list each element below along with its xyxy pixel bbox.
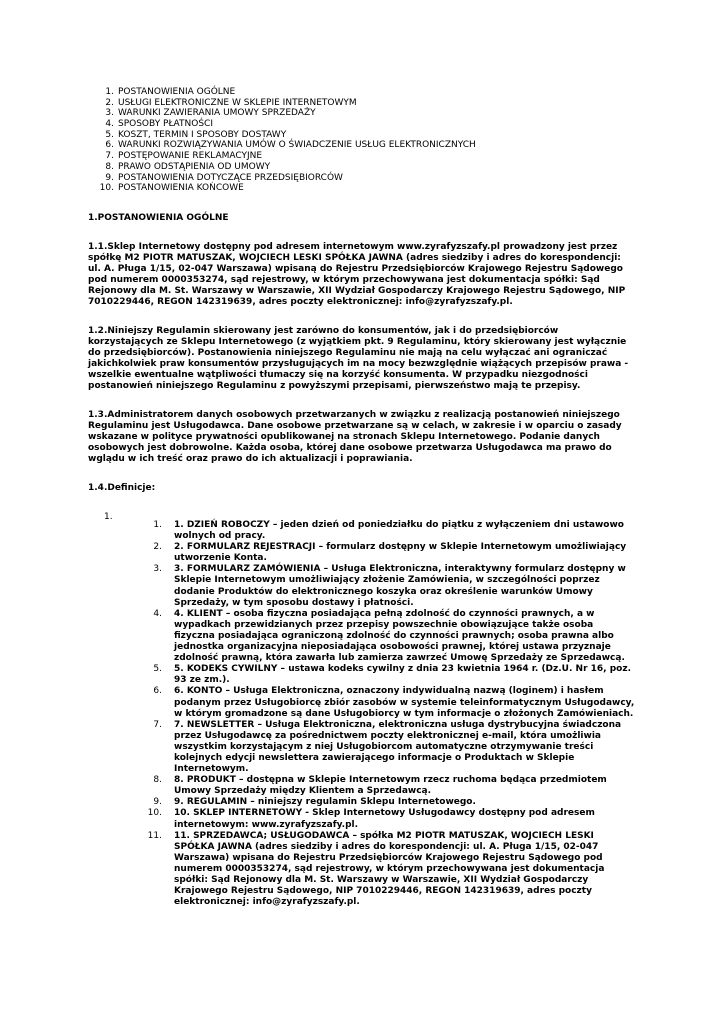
definition-item: 9. 9. REGULAMIN – niniejszy regulamin Sklepu Internetowego. xyxy=(153,797,476,808)
definition-text: 9. REGULAMIN – niniejszy regulamin Sklepu Internetowego. xyxy=(174,797,476,808)
definition-text: 4. KLIENT – osoba fizyczna posiadająca pełną zdolność do czynności prawnych, a w wypadkach przewidzianych przez przepisy powszechnie obowiązujące także osoba fizyczna posiadająca ograniczoną zdolność do czynności prawnych; osoba prawna albo jednostka organizacyjna nieposiadająca osobowości prawnej, której ustawa przyznaje zdolność prawną, która zawarła lub zamierza zawrzeć Umowę Sprzedaży ze Sprzedawcą. xyxy=(174,608,625,664)
definition-item: 1. 1. DZIEŃ ROBOCZY – jeden dzień od poniedziałku do piątku z wyłączeniem dni ustawowo wolnych od pracy. xyxy=(153,520,624,542)
toc-item-label: POSTANOWIENIA OGÓLNE xyxy=(118,87,236,97)
toc-item-label: USŁUGI ELEKTRONICZNE W SKLEPIE INTERNETOWYM xyxy=(118,97,357,108)
toc-item-label: POSTĘPOWANIE REKLAMACYJNE xyxy=(118,151,263,162)
definition-item: 5. 5. KODEKS CYWILNY – ustawa kodeks cywilny z dnia 23 kwietnia 1964 r. (Dz.U. Nr 16, poz. 93 ze zm.). xyxy=(153,664,632,686)
toc-item-label: WARUNKI ROZWIĄZYWANIA UMÓW O ŚWIADCZENIE USŁUG ELEKTRONICZNYCH xyxy=(118,140,476,151)
paragraph-1-2: 1.2.Niniejszy Regulamin skierowany jest zarówno do konsumentów, jak i do przedsiębiorców korzystających ze Sklepu Internetowego (z wyjątkiem pkt. 9 Regulaminu, który skierowany jest wyłącznie do przedsiębiorców). Postanowienia niniejszego Regulaminu nie mają na celu wyłączać ani ograniczać jakichkolwiek praw konsumentów przysługujących im na mocy bezwzględnie wiążących przepisów prawa - wszelkie ewentualne wątpliwości tłumaczy się na korzyść konsumenta. W przypadku niezgodności postanowień niniejszego Regulaminu z powyższymi przepisami, pierwszeństwo mają te przepisy. xyxy=(88,326,629,392)
definitions-list xyxy=(140,520,635,908)
definition-item: 8. 8. PRODUKT – dostępna w Sklepie Internetowym rzecz ruchoma będąca przedmiotem Umowy Sprzedaży między Klientem a Sprzedawcą. xyxy=(153,775,607,797)
toc-item: 7. POSTĘPOWANIE REKLAMACYJNE xyxy=(105,151,263,162)
definition-item: 7. 7. NEWSLETTER – Usługa Elektroniczna, elektroniczna usługa dystrybucyjna świadczona przez Usługodawcę za pośrednictwem poczty elektronicznej e-mail, która umożliwia wszystkim korzystającym z niej Usługobiorcom automatyczne otrzymywanie treści kolejnych edycji newslettera zawierającego informacje o Produktach w Sklepie Internetowym. xyxy=(153,719,622,775)
toc-item: 6. WARUNKI ROZWIĄZYWANIA UMÓW O ŚWIADCZENIE USŁUG ELEKTRONICZNYCH xyxy=(105,140,476,151)
definition-text: 5. KODEKS CYWILNY – ustawa kodeks cywilny z dnia 23 kwietnia 1964 r. (Dz.U. Nr 16, poz. 93 ze zm.). xyxy=(174,664,632,686)
definition-item: 2. 2. FORMULARZ REJESTRACJI – formularz dostępny w Sklepie Internetowym umożliwiający utworzenie Konta. xyxy=(153,542,627,564)
definition-text: 3. FORMULARZ ZAMÓWIENIA – Usługa Elektroniczna, interaktywny formularz dostępny w Sklepie Internetowym umożliwiający złożenie Zamówienia, w szczególności poprzez dodanie Produktów do elektronicznego koszyka oraz określenie warunków Umowy Sprzedaży, w tym sposobu dostawy i płatności. xyxy=(174,564,626,608)
toc-item-label: SPOSOBY PŁATNOŚCI xyxy=(118,119,213,130)
toc-item: 3. WARUNKI ZAWIERANIA UMOWY SPRZEDAŻY xyxy=(105,108,316,119)
outer-list-number: 1. xyxy=(104,512,113,522)
definition-text: 11. SPRZEDAWCA; USŁUGODAWCA – spółka M2 PIOTR MATUSZAK, WOJCIECH LESKI SPÓŁKA JAWNA (adres siedziby i adres do korespondencji: ul. A. Pługa 1/15, 02-047 Warszawa) wpisana do Rejestru Przedsiębiorców Krajowego Rejestru Sądowego pod numerem 0000353274, sąd rejestrowy, w którym przechowywana jest dokumentacja spółki: Sąd Rejonowy dla M. St. Warszawy w Warszawie, XII Wydział Gospodarczy Krajowego Rejestru Sądowego, NIP 7010229446, REGON 142319639, adres poczty elektronicznej: info@zyrafyzszafy.pl. xyxy=(174,830,605,908)
toc-item-label: KOSZT, TERMIN I SPOSOBY DOSTAWY xyxy=(118,129,287,140)
definitions-heading: 1.4.Definicje: xyxy=(88,483,156,493)
definition-text: 1. DZIEŃ ROBOCZY – jeden dzień od poniedziałku do piątku z wyłączeniem dni ustawowo wolnych od pracy. xyxy=(174,520,624,542)
toc-item: 4. SPOSOBY PŁATNOŚCI xyxy=(105,119,213,130)
toc-item: 2. USŁUGI ELEKTRONICZNE W SKLEPIE INTERNETOWYM xyxy=(105,97,357,108)
paragraph-1-3: 1.3.Administratorem danych osobowych przetwarzanych w związku z realizacją postanowień niniejszego Regulaminu jest Usługodawca. Dane osobowe przetwarzane są w celach, w zakresie i w oparciu o zasady wskazane w polityce prywatności opublikowanej na stronach Sklepu Internetowego. Podanie danych osobowych jest dobrowolne. Każda osoba, której dane osobowe przetwarza Usługodawca ma prawo do wglądu w ich treść oraz prawo do ich aktualizacji i poprawiania. xyxy=(88,410,622,465)
definition-text: 2. FORMULARZ REJESTRACJI – formularz dostępny w Sklepie Internetowym umożliwiający utworzenie Konta. xyxy=(174,542,627,564)
definition-text: 7. NEWSLETTER – Usługa Elektroniczna, elektroniczna usługa dystrybucyjna świadczona przez Usługodawcę za pośrednictwem poczty elektronicznej e-mail, która umożliwia wszystkim korzystającym z niej Usługobiorcom automatyczne otrzymywanie treści kolejnych edycji newslettera zawierającego informacje o Produktach w Sklepie Internetowym. xyxy=(174,719,622,775)
definition-item: 6. 6. KONTO – Usługa Elektroniczna, oznaczony indywidualną nazwą (loginem) i hasłem podanym przez Usługobiorcę zbiór zasobów w systemie teleinformatycznym Usługodawcy, w którym gromadzone są dane Usługobiorcy w tym informacje o złożonych Zamówieniach. xyxy=(153,686,635,719)
definition-item: 3. 3. FORMULARZ ZAMÓWIENIA – Usługa Elektroniczna, interaktywny formularz dostępny w Sklepie Internetowym umożliwiający złożenie Zamówienia, w szczególności poprzez dodanie Produktów do elektronicznego koszyka oraz określenie warunków Umowy Sprzedaży, w tym sposobu dostawy i płatności. xyxy=(153,564,626,608)
toc-item-label: WARUNKI ZAWIERANIA UMOWY SPRZEDAŻY xyxy=(118,108,316,119)
definition-text: 8. PRODUKT – dostępna w Sklepie Internetowym rzecz ruchoma będąca przedmiotem Umowy Sprzedaży między Klientem a Sprzedawcą. xyxy=(174,775,607,797)
table-of-contents xyxy=(90,87,590,194)
section-heading: 1.POSTANOWIENIA OGÓLNE xyxy=(88,213,229,223)
definition-item: 11. 11. SPRZEDAWCA; USŁUGODAWCA – spółka M2 PIOTR MATUSZAK, WOJCIECH LESKI SPÓŁKA JAWNA (adres siedziby i adres do korespondencji: ul. A. Pługa 1/15, 02-047 Warszawa) wpisana do Rejestru Przedsiębiorców Krajowego Rejestru Sądowego pod numerem 0000353274, sąd rejestrowy, w którym przechowywana jest dokumentacja spółki: Sąd Rejonowy dla M. St. Warszawy w Warszawie, XII Wydział Gospodarczy Krajowego Rejestru Sądowego, NIP 7010229446, REGON 142319639, adres poczty elektronicznej: info@zyrafyzszafy.pl. xyxy=(147,830,605,908)
toc-item: 8. PRAWO ODSTĄPIENIA OD UMOWY xyxy=(105,161,271,172)
toc-item: 5. KOSZT, TERMIN I SPOSOBY DOSTAWY xyxy=(105,129,287,140)
toc-item: 9. POSTANOWIENIA DOTYCZĄCE PRZEDSIĘBIORCÓW xyxy=(105,172,343,183)
definition-item: 4. 4. KLIENT – osoba fizyczna posiadająca pełną zdolność do czynności prawnych, a w wypadkach przewidzianych przez przepisy powszechnie obowiązujące także osoba fizyczna posiadająca ograniczoną zdolność do czynności prawnych; osoba prawna albo jednostka organizacyjna nieposiadająca osobowości prawnej, której ustawa przyznaje zdolność prawną, która zawarła lub zamierza zawrzeć Umowę Sprzedaży ze Sprzedawcą. xyxy=(153,608,625,664)
toc-item-label: POSTANOWIENIA DOTYCZĄCE PRZEDSIĘBIORCÓW xyxy=(118,172,343,183)
toc-item: 10. POSTANOWIENIA KOŃCOWE xyxy=(99,183,244,194)
toc-item-label: POSTANOWIENIA KOŃCOWE xyxy=(118,183,244,194)
paragraph-1-1: 1.1.Sklep Internetowy dostępny pod adresem internetowym www.zyrafyzszafy.pl prowadzony jest przez spółkę M2 PIOTR MATUSZAK, WOJCIECH LESKI SPÓŁKA JAWNA (adres siedziby i adres do korespondencji: ul. A. Pługa 1/15, 02-047 Warszawa) wpisaną do Rejestru Przedsiębiorców Krajowego Rejestru Sądowego pod numerem 0000353274, sąd rejestrowy, w którym przechowywana jest dokumentacja spółki: Sąd Rejonowy dla M. St. Warszawy w Warszawie, XII Wydział Gospodarczy Krajowego Rejestru Sądowego, NIP 7010229446, REGON 142319639, adres poczty elektronicznej: info@zyrafyzszafy.pl. xyxy=(88,242,626,308)
definition-item: 10. 10. SKLEP INTERNETOWY - Sklep Internetowy Usługodawcy dostępny pod adresem internetowym: www.zyrafyzszafy.pl. xyxy=(147,808,595,830)
definition-text: 6. KONTO – Usługa Elektroniczna, oznaczony indywidualną nazwą (loginem) i hasłem podanym przez Usługobiorcę zbiór zasobów w systemie teleinformatycznym Usługodawcy, w którym gromadzone są dane Usługobiorcy w tym informacje o złożonych Zamówieniach. xyxy=(174,686,635,719)
toc-item-label: PRAWO ODSTĄPIENIA OD UMOWY xyxy=(118,161,271,172)
toc-item: 1. POSTANOWIENIA OGÓLNE xyxy=(105,87,236,97)
definition-text: 10. SKLEP INTERNETOWY - Sklep Internetowy Usługodawcy dostępny pod adresem internetowym: www.zyrafyzszafy.pl. xyxy=(174,808,595,830)
